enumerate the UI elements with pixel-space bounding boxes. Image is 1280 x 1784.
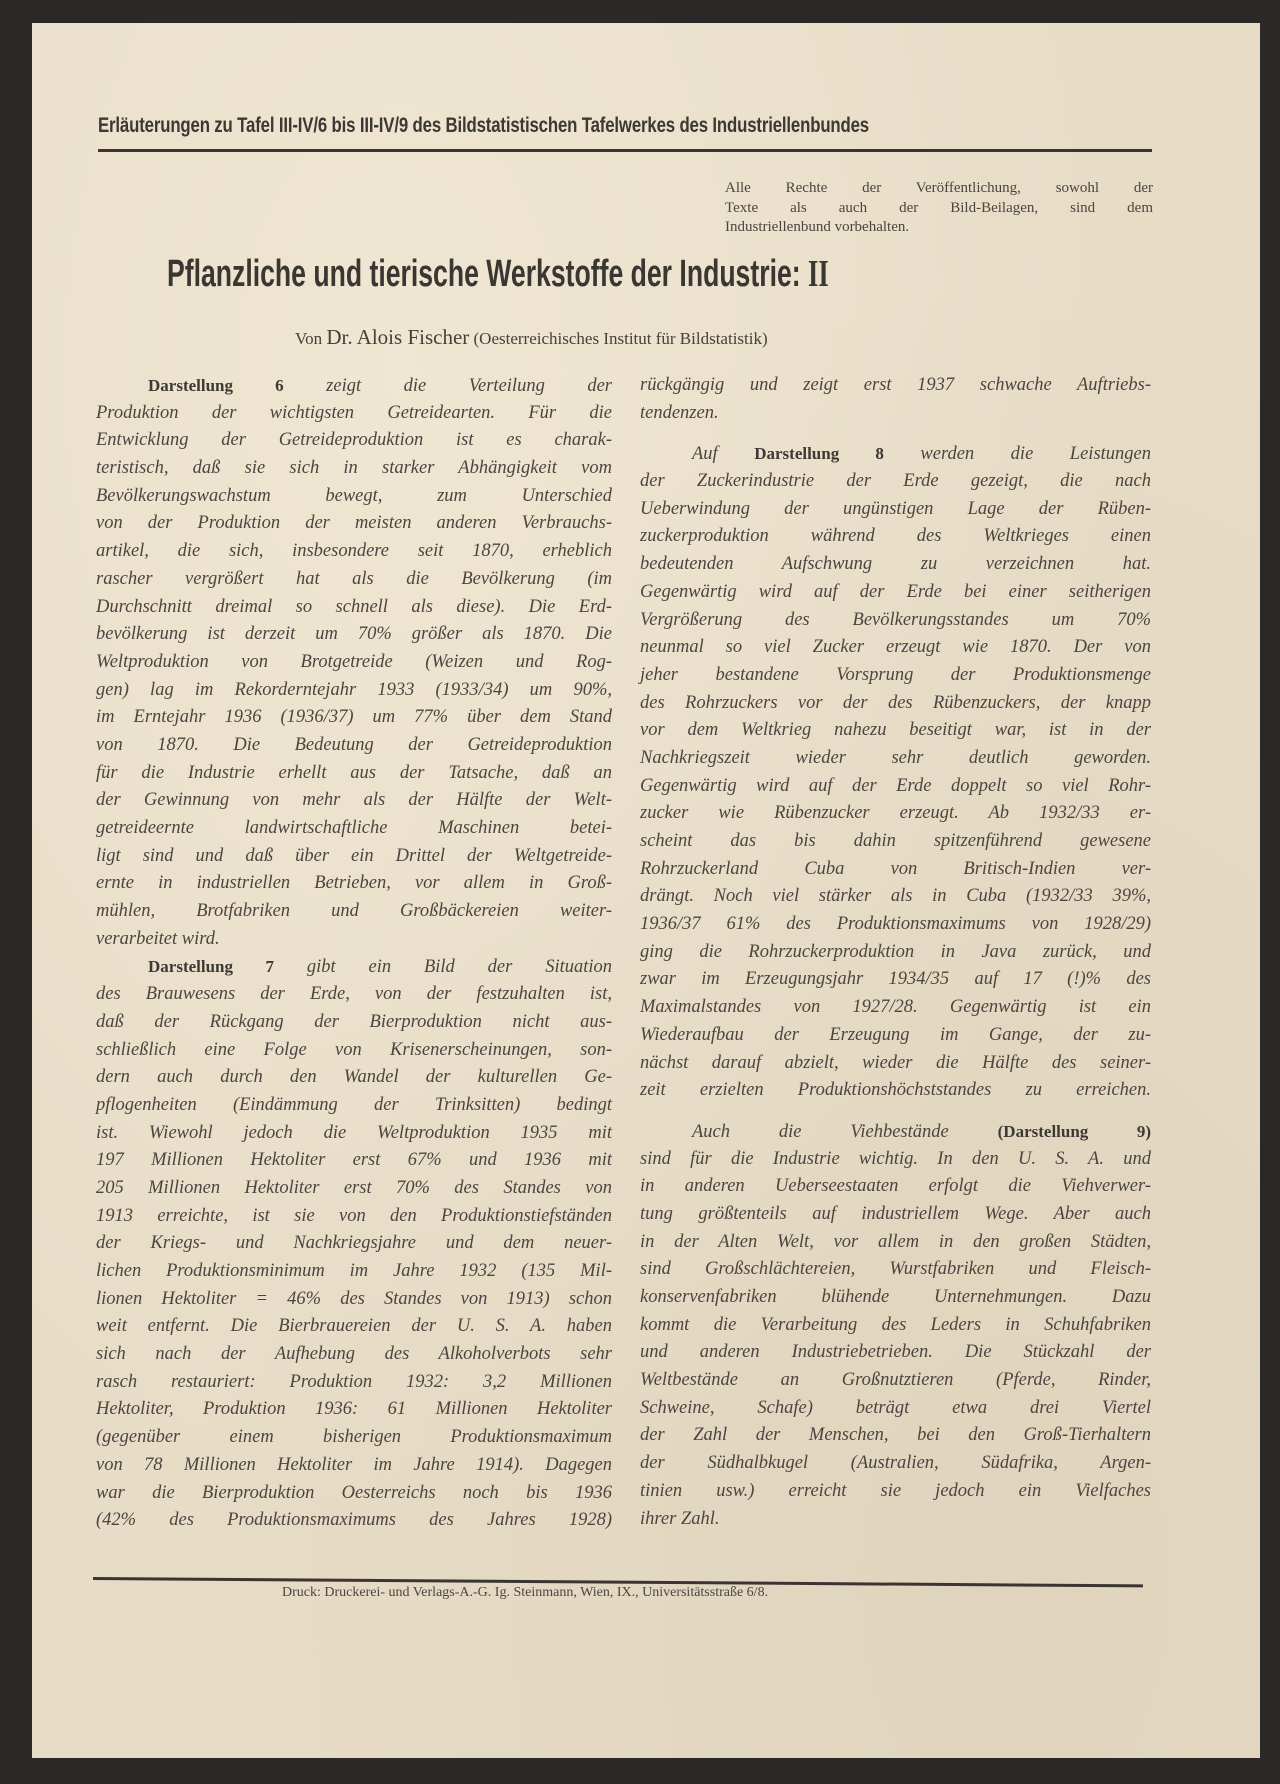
text-segment: ihrer Zahl. [640,1508,720,1529]
text-line [96,594,612,622]
text-segment: 1913 erreichte, ist sie von den Produktionstiefständen [96,1205,612,1226]
text-segment: vor dem Weltkrieg nahezu beseitigt war, ist in der [640,720,1151,741]
text-segment: bedeutenden Aufschwung zu verzeichnen hat. [640,554,1151,575]
text-segment: Durchschnitt dreimal so schnell als diese). Die Erd- [96,596,612,617]
text-line [640,1118,1151,1146]
text-segment: ligt sind und daß über ein Drittel der Weltgetreide- [96,845,612,866]
text-line [96,953,612,981]
text-line [640,1201,1151,1229]
text-line [96,1037,612,1065]
text-line [640,966,1151,994]
text-segment: zeigt die Verteilung der [283,376,612,396]
text-segment: Vergrößerung des Bevölkerungsstandes um 70% [640,609,1151,630]
author-name: Dr. Alois Fischer [326,325,470,349]
text-segment: gibt ein Bild der Situation [274,957,613,978]
text-segment: sich nach der Aufhebung des Alkoholverbots sehr [96,1344,612,1365]
text-line [96,427,612,455]
text-segment: war die Bierproduktion Oesterreichs noch bis 1936 [96,1482,612,1503]
text-segment: rascher vergrößert hat als die Bevölkerung (im [96,568,612,589]
figure-reference: (Darstellung 9) [997,1121,1151,1141]
text-segment: rückgängig und zeigt erst 1937 schwache Auftriebs- [640,375,1151,395]
text-line [640,1050,1151,1078]
figure-reference: Darstellung 7 [148,957,274,977]
text-segment: Rohrzuckerland Cuba von Britisch-Indien ver- [640,858,1151,879]
text-line [640,634,1151,662]
text-segment: ernte in industriellen Betrieben, vor allem in Groß- [96,873,612,894]
text-line [96,1396,612,1424]
text-line [96,981,612,1009]
text-segment: werden die Leistungen [883,444,1151,465]
text-line [96,510,612,538]
text-line [96,1064,612,1092]
text-segment: drängt. Noch viel stärker als in Cuba (1932/33 39%, [640,886,1151,907]
text-line [640,1173,1151,1201]
text-line [96,649,612,677]
text-line [640,579,1151,607]
text-line [640,1146,1151,1174]
text-line [96,1286,612,1314]
text-segment: bevölkerung ist derzeit um 70% größer als 1870. Die [96,624,612,645]
text-segment: des Rohrzuckers vor der des Rübenzuckers, der knapp [640,692,1151,713]
text-segment: schließlich eine Folge von Krisenerscheinungen, son- [96,1039,612,1060]
text-line [640,1312,1151,1340]
paragraph-gap [640,427,1151,440]
text-line [640,1339,1151,1367]
text-segment: Gegenwärtig wird auf der Erde doppelt so viel Rohr- [640,775,1151,796]
text-segment: verarbeitet wird. [96,928,220,949]
text-segment: sind für die Industrie wichtig. In den U. S. A. und [640,1148,1151,1169]
text-line [640,1284,1151,1312]
text-segment: jeher bestandene Vorsprung der Produktionsmenge [640,664,1151,685]
text-segment: Nachkriegszeit wieder sehr deutlich geworden. [640,747,1151,768]
rights-notice [725,179,1153,238]
text-line [96,1480,612,1508]
text-line [96,1424,612,1452]
text-line [640,1506,1151,1534]
text-segment: von 78 Millionen Hektoliter im Jahre 1914). Dagegen [96,1454,612,1475]
text-segment: Auf [692,444,755,465]
text-line [640,1022,1151,1050]
text-segment: zuckerproduktion während des Weltkrieges einen [640,526,1151,547]
text-segment: 1936/37 61% des Produktionsmaximums von 1928/29) [640,914,1151,935]
text-segment: der Zuckerindustrie der Erde gezeigt, die nach [640,471,1151,492]
text-segment: in der Alten Welt, vor allem in den großen Städten, [640,1231,1151,1252]
text-segment: rasch restauriert: Produktion 1932: 3,2 Millionen [96,1371,612,1392]
text-segment: (gegenüber einem bisherigen Produktionsmaximum [96,1427,612,1448]
text-line [96,566,612,594]
text-line [640,468,1151,496]
text-segment: konservenfabriken blühende Unternehmungen. Dazu [640,1287,1151,1307]
text-segment: Weltbestände an Großnutztieren (Pferde, Rinder, [640,1370,1151,1391]
text-line [640,1422,1151,1450]
text-line [640,911,1151,939]
text-line [640,690,1151,718]
article-title-numeral: II [808,253,829,295]
text-line [96,870,612,898]
text-segment: lionen Hektoliter = 46% des Standes von 1913) schon [96,1288,612,1309]
text-line [96,787,612,815]
text-line [96,1369,612,1397]
text-segment: getreideernte landwirtschaftliche Maschinen betei- [96,818,612,838]
text-segment: der Gewinnung von mehr als der Hälfte der Welt- [96,790,612,811]
text-segment: für die Industrie erhellt aus der Tatsache, daß an [96,762,612,783]
text-line [96,1313,612,1341]
text-segment: dern auch durch den Wandel der kulturellen Ge- [96,1067,612,1088]
text-segment: Wiederaufbau der Erzeugung im Gange, der zu- [640,1024,1151,1045]
text-line [640,1077,1151,1105]
text-line [96,1203,612,1231]
text-segment: der Kriegs- und Nachkriegsjahre und dem neuer- [96,1233,612,1254]
text-segment: pflogenheiten (Eindämmung der Trinksitten) bedingt [96,1094,612,1115]
text-segment: zeit erzielten Produktionshöchststandes zu erreichen. [640,1080,1151,1101]
text-segment: nächst darauf abzielt, wieder die Hälfte des seiner- [640,1052,1151,1073]
text-line [96,1230,612,1258]
printer-imprint: Druck: Druckerei- und Verlags-A.-G. Ig. Steinmann, Wien, IX., Universitätsstraße 6/8. [282,1585,769,1600]
text-line [640,662,1151,690]
text-line [96,815,612,843]
text-line [96,704,612,732]
series-header: Erläuterungen zu Tafel III-IV/6 bis III-IV/9 des Bildstatistischen Tafelwerkes des Industriellenbundes [98,114,869,137]
text-segment: 205 Millionen Hektoliter erst 70% des Standes von [96,1177,612,1198]
text-line [96,1452,612,1480]
text-segment: teristisch, daß sie sich in starker Abhängigkeit vom [96,458,612,479]
text-line [640,883,1151,911]
text-line [640,372,1151,400]
author-line [295,325,995,350]
text-line [96,372,612,400]
text-line [640,1367,1151,1395]
text-line [96,926,612,954]
figure-reference: Darstellung 6 [148,376,284,395]
text-line [96,1175,612,1203]
text-line [96,677,612,705]
text-line [640,994,1151,1022]
text-line [96,732,612,760]
text-segment: im Erntejahr 1936 (1936/37) um 77% über dem Stand [96,707,612,728]
text-segment: artikel, die sich, insbesondere seit 1870, erheblich [96,541,612,562]
text-segment: Schweine, Schafe) beträgt etwa drei Viertel [640,1397,1151,1418]
text-line [96,455,612,483]
text-segment: Hektoliter, Produktion 1936: 61 Millionen Hektoliter [96,1399,612,1420]
text-segment: ist. Wiewohl jedoch die Weltproduktion 1935 mit [96,1122,612,1143]
text-line [96,760,612,788]
body-column-left [96,372,612,1535]
text-line [96,843,612,871]
text-line [640,551,1151,579]
text-segment: der Zahl der Menschen, bei den Groß-Tierhaltern [640,1425,1151,1446]
text-segment: von der Produktion der meisten anderen Verbrauchs- [96,513,612,534]
text-line [96,400,612,428]
body-column-right [640,372,1151,1533]
text-line [96,1147,612,1175]
text-segment: scheint das bis dahin spitzenführend gewesene [640,831,1151,851]
text-segment: Bevölkerungswachstum bewegt, zum Unterschied [96,485,612,506]
text-line [96,1341,612,1369]
text-line [640,1450,1151,1478]
text-line [640,800,1151,828]
text-line [96,538,612,566]
text-segment: Produktion der wichtigsten Getreidearten. Für die [96,402,612,423]
text-segment: ging die Rohrzuckerproduktion in Java zurück, und [640,941,1151,962]
text-segment: gen) lag im Rekorderntejahr 1933 (1933/34) um 90%, [96,679,612,700]
text-line [640,1229,1151,1257]
text-segment: daß der Rückgang der Bierproduktion nicht aus- [96,1011,612,1032]
text-segment: zwar im Erzeugungsjahr 1934/35 auf 17 (!)% des [640,969,1151,990]
text-line [640,400,1151,428]
text-segment: weit entfernt. Die Bierbrauereien der U. S. A. haben [96,1316,612,1337]
text-segment: kommt die Verarbeitung des Leders in Schuhfabriken [640,1314,1151,1335]
text-line [640,1256,1151,1284]
rights-notice-line: Industriellenbund vorbehalten. [725,219,910,235]
text-segment: tung größtenteils auf industriellem Wege. Aber auch [640,1203,1151,1224]
text-line [96,1258,612,1286]
text-line [96,1092,612,1120]
text-segment: der Südhalbkugel (Australien, Südafrika, Argen- [640,1453,1151,1474]
text-segment: und anderen Industriebetrieben. Die Stückzahl der [640,1342,1151,1363]
text-segment: (42% des Produktionsmaximums des Jahres 1928) [96,1510,612,1531]
author-prefix: Von [295,329,323,348]
text-line [96,1120,612,1148]
text-segment: zucker wie Rübenzucker erzeugt. Ab 1932/33 er- [640,803,1151,824]
text-segment: des Brauwesens der Erde, von der festzuhalten ist, [96,984,612,1005]
article-title [167,252,829,296]
text-segment: tendenzen. [640,402,719,423]
text-segment: Weltproduktion von Brotgetreide (Weizen und Rog- [96,651,612,672]
text-line [640,828,1151,856]
article-title-text: Pflanzliche und tierische Werkstoffe der Industrie: [167,253,801,295]
text-line [640,440,1151,468]
text-line [640,523,1151,551]
text-line [96,898,612,926]
text-line [96,483,612,511]
text-line [640,856,1151,884]
text-line [640,939,1151,967]
text-line [640,496,1151,524]
text-segment: mühlen, Brotfabriken und Großbäckereien weiter- [96,901,612,922]
header-rule [98,149,1152,152]
text-segment: tinien usw.) erreicht sie jedoch ein Vielfaches [640,1480,1151,1501]
rights-notice-line: Alle Rechte der Veröffentlichung, sowohl der [725,180,1153,196]
text-line [96,1009,612,1037]
text-line [640,773,1151,801]
text-line [96,621,612,649]
text-segment: neunmal so viel Zucker erzeugt wie 1870. Der von [640,637,1151,658]
rights-notice-line: Texte als auch der Bild-Beilagen, sind dem [725,199,1153,216]
paragraph-gap [640,1105,1151,1118]
text-line [96,1507,612,1535]
text-segment: Auch die Viehbestände [692,1121,998,1142]
text-line [640,1395,1151,1423]
figure-reference: Darstellung 8 [754,444,884,464]
text-line [640,607,1151,635]
text-segment: 197 Millionen Hektoliter erst 67% und 1936 mit [96,1150,612,1171]
text-segment: in anderen Ueberseestaaten erfolgt die Viehverwer- [640,1176,1151,1197]
text-line [640,745,1151,773]
text-line [640,717,1151,745]
text-segment: sind Großschlächtereien, Wurstfabriken und Fleisch- [640,1259,1151,1280]
text-segment: von 1870. Die Bedeutung der Getreideproduktion [96,734,612,755]
text-segment: Entwicklung der Getreideproduktion ist es charak- [96,430,612,451]
text-segment: lichen Produktionsminimum im Jahre 1932 (135 Mil- [96,1261,612,1281]
author-affiliation: (Oesterreichisches Institut für Bildstatistik) [473,329,768,348]
text-segment: Ueberwindung der ungünstigen Lage der Rüben- [640,498,1151,519]
text-segment: Maximalstandes von 1927/28. Gegenwärtig ist ein [640,997,1151,1018]
text-segment: Gegenwärtig wird auf der Erde bei einer seitherigen [640,581,1151,602]
text-line [640,1478,1151,1506]
